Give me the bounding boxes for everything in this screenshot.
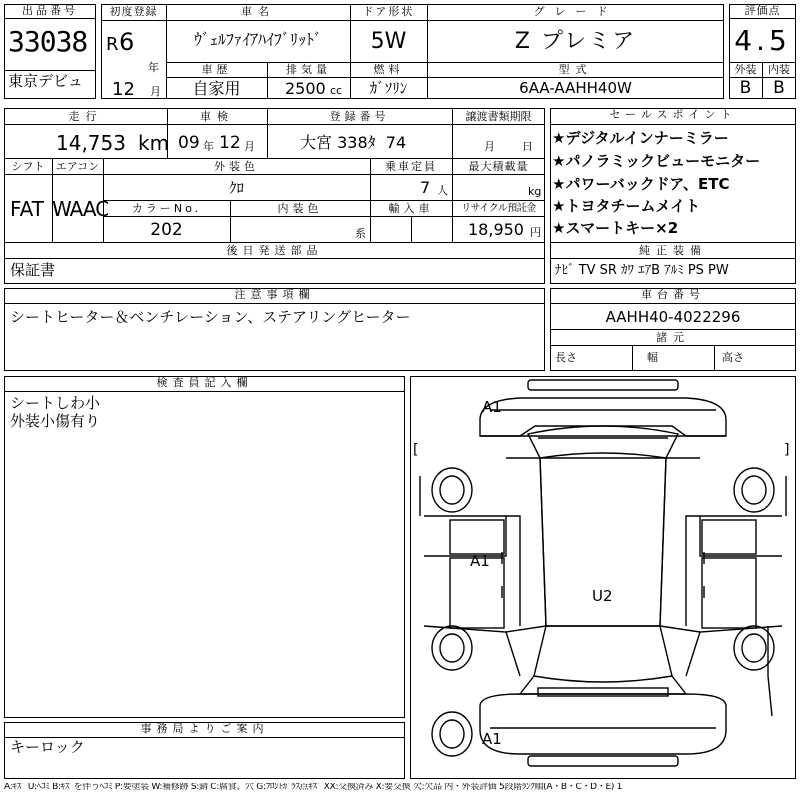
grade: Z プレミア <box>514 29 637 54</box>
interior-label: 内装 <box>768 63 790 76</box>
car-name: ｳﾞｪﾙﾌｧｲｱﾊｲﾌﾞﾘｯﾄﾞ <box>193 30 322 49</box>
history: 自家用 <box>192 79 241 98</box>
damage-mark-left: A1 <box>470 552 490 570</box>
ac: WAAC <box>52 197 109 221</box>
inspection-month: 12 <box>219 133 241 153</box>
transfer-label: 譲渡書類期限 <box>465 110 532 123</box>
capacity-unit: 人 <box>437 184 448 197</box>
ac-label: エアコン <box>55 160 100 173</box>
bracket-left: [ <box>413 442 419 458</box>
transfer-month-unit: 月 <box>484 140 495 153</box>
inspector-label: 検査員記入欄 <box>4 376 405 392</box>
damage-mark-rear: A1 <box>482 730 502 748</box>
equipment: ﾅﾋﾞ TV SR ｶﾜ ｴｱB ｱﾙﾐ PS PW <box>555 263 729 278</box>
interior-grade: B <box>773 78 785 98</box>
recycle-label: リサイクル預託金 <box>461 203 536 214</box>
model-label: 型式 <box>558 63 593 76</box>
ext-color-label: 外装色 <box>214 160 259 173</box>
equipment-label: 純正装備 <box>639 244 707 257</box>
lot-label: 出品番号 <box>4 4 96 19</box>
year-unit: 年 <box>148 61 159 74</box>
mileage-label: 走行 <box>68 110 103 123</box>
fuel-label: 燃料 <box>373 63 404 76</box>
inspection-month-unit: 月 <box>244 140 255 153</box>
sales-label: セールスポイント <box>550 108 796 125</box>
recycle-unit: 円 <box>530 226 541 239</box>
sales-point-5: ★スマートキー×2 <box>552 219 679 237</box>
notes-text: シートヒーター＆ベンチレーション、ステアリングヒーター <box>10 308 411 326</box>
shift-label: シフト <box>11 160 45 173</box>
displacement-label: 排気量 <box>286 63 331 76</box>
displacement: 2500 <box>285 79 326 98</box>
height-label: 高さ <box>722 351 744 364</box>
inspector-line-2: 外装小傷有り <box>10 412 101 430</box>
color-no-label: カラーNo. <box>131 202 202 215</box>
transfer-day-unit: 日 <box>522 140 533 153</box>
car-diagram <box>410 376 796 779</box>
history-label: 車歴 <box>201 63 232 76</box>
first-reg-label: 初度登録 <box>109 5 158 18</box>
mileage: 14,753 <box>56 131 126 155</box>
model: 6AA-AAHH40W <box>519 79 632 97</box>
inspection-year: 09 <box>178 133 200 153</box>
lot-number: 33038 <box>8 25 88 58</box>
door-label: ドア形状 <box>362 5 415 18</box>
car-name-label: 車名 <box>241 5 275 18</box>
width-label: 幅 <box>647 351 658 364</box>
color-no: 202 <box>150 220 183 240</box>
sales-point-2: ★パノラミックビューモニター <box>552 152 761 170</box>
sales-point-4: ★トヨタチームメイト <box>552 197 701 215</box>
mileage-unit: km <box>138 131 170 155</box>
month-unit: 月 <box>150 85 161 98</box>
office-label: 事務局よりご案内 <box>4 722 405 738</box>
reg-year: 6 <box>119 28 135 56</box>
exterior-grade: B <box>739 78 752 98</box>
ext-color: ｸﾛ <box>228 179 244 197</box>
notes-label: 注意事項欄 <box>4 288 545 304</box>
later-parts-label: 後日発送部品 <box>226 244 323 257</box>
damage-mark-front: A1 <box>482 398 502 416</box>
debut-label: 東京デビュ <box>8 72 84 90</box>
sales-point-1: ★デジタルインナーミラー <box>552 129 729 147</box>
score-label: 評価点 <box>729 4 796 19</box>
length-label: 長さ <box>555 351 577 364</box>
shift: FAT <box>10 197 45 221</box>
reg-number: 大宮 338ﾀ 74 <box>300 133 407 152</box>
capacity-label: 乗車定員 <box>385 160 437 173</box>
recycle: 18,950 <box>468 220 524 239</box>
chassis-number: AAHH40-4022296 <box>605 308 741 326</box>
inspection-year-unit: 年 <box>203 140 214 153</box>
inspection-label: 車検 <box>200 110 234 123</box>
int-color-unit: 系 <box>355 227 366 240</box>
import-label: 輸入車 <box>388 202 434 215</box>
capacity: 7 <box>420 178 431 197</box>
sales-point-3: ★パワーバックドア、ETC <box>552 175 730 193</box>
reg-month: 12 <box>112 79 135 100</box>
fuel: ｶﾞｿﾘﾝ <box>369 79 408 97</box>
bracket-right: ] <box>784 442 790 458</box>
exterior-label: 外装 <box>734 63 757 76</box>
inspector-line-1: シートしわ小 <box>10 394 101 412</box>
footer-legend: A:ｷｽﾞ U:ﾍｺﾐ B:ｷｽﾞを伴うﾍｺﾐ P:要塗装 W:補修跡 S:錆 C:腐食、穴 G:ﾌﾛﾝﾄｶﾞﾗｽ点ｷｽﾞ XX:交換済み X:要交換 欠:欠品 内・外装評価 5段階ﾗﾝｸ順(A・B・C・D・E) 1 <box>4 783 623 792</box>
later-parts: 保証書 <box>10 261 56 279</box>
score: 4.5 <box>734 24 791 57</box>
grade-label: グレード <box>533 5 618 18</box>
reg-number-label: 登録番号 <box>329 110 390 123</box>
era: R <box>106 34 119 55</box>
damage-mark-roof: U2 <box>592 587 613 605</box>
max-load-unit: kg <box>528 185 542 198</box>
office-text: キーロック <box>10 738 85 756</box>
chassis-label: 車台番号 <box>550 288 796 304</box>
int-color-label: 内装色 <box>277 202 323 215</box>
specs-label: 諸元 <box>656 331 690 344</box>
max-load-label: 最大積載量 <box>468 160 529 173</box>
door-type: 5W <box>370 29 407 54</box>
displacement-unit: cc <box>330 84 343 97</box>
